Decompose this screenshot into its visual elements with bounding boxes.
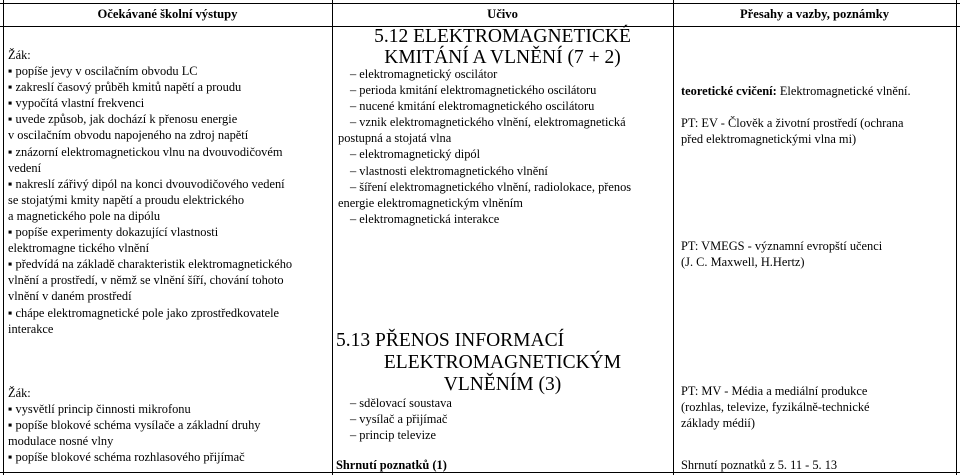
table-border-right	[956, 0, 957, 475]
list-item: – elektromagnetický dipól	[338, 146, 631, 162]
list-item-continued: postupná a stojatá vlna	[338, 131, 452, 146]
note-pt-mv	[681, 383, 870, 431]
section-title-5-13: 5.13 PŘENOS INFORMACÍ	[336, 330, 565, 351]
student-label: Žák:	[8, 48, 31, 62]
notes-summary: Shrnutí poznatků z 5. 11 - 5. 13	[681, 458, 838, 472]
list-item-continued: elektromagne tického vlnění	[8, 241, 150, 256]
curriculum-list-5-12	[338, 66, 631, 227]
list-item: ▪ nakreslí zářivý dipól na konci dvouvodičového vedení	[8, 176, 292, 192]
list-item-continued: interakce	[8, 321, 54, 336]
section-title-5-12: 5.12 ELEKTROMAGNETICKÉ	[374, 26, 631, 47]
curriculum-summary: Shrnutí poznatků (1)	[336, 458, 447, 472]
list-item: – perioda kmitání elektromagnetického oscilátoru	[338, 82, 631, 98]
note-pt-vmegs	[681, 238, 882, 270]
table-border-left	[3, 0, 4, 475]
list-item: ▪ předvídá na základě charakteristik elektromagnetického	[8, 256, 292, 272]
note-text: Elektromagnetické vlnění.	[776, 84, 911, 98]
list-item: ▪ uvede způsob, jak dochází k přenosu energie	[8, 111, 292, 127]
note-line: před elektromagnetickými vlna mi)	[681, 132, 857, 147]
list-item-continued: modulace nosné vlny	[8, 434, 114, 449]
column-divider-1	[332, 0, 333, 475]
list-item: ▪ popíše blokové schéma rozhlasového přijímač	[8, 449, 292, 465]
note-line: PT: EV - Člověk a životní prostředí (ochrana	[681, 116, 904, 130]
list-item: – šíření elektromagnetického vlnění, radiolokace, přenos	[338, 179, 631, 195]
list-item: – sdělovací soustava	[338, 395, 452, 411]
header-curriculum: Učivo	[487, 7, 518, 21]
section-title-5-13-line2: ELEKTROMAGNETICKÝM	[383, 352, 622, 373]
note-theoretical-exercise	[681, 83, 911, 99]
list-item: – vysílač a přijímač	[338, 411, 452, 427]
list-item: ▪ popíše experimenty dokazující vlastnosti	[8, 224, 292, 240]
list-item: – elektromagnetický oscilátor	[338, 66, 631, 82]
list-item: – vlastnosti elektromagnetického vlnění	[338, 163, 631, 179]
list-item: – vznik elektromagnetického vlnění, elektromagnetická	[338, 114, 631, 130]
note-line: PT: MV - Média a mediální produkce	[681, 384, 868, 398]
header-expected-outcomes: Očekávané školní výstupy	[97, 7, 238, 21]
list-item-continued: se stojatými kmity napětí a proudu elektrického	[8, 192, 245, 207]
note-line: (rozhlas, televize, fyzikálně-technické	[681, 400, 870, 415]
list-item: – elektromagnetická interakce	[338, 211, 631, 227]
list-item-continued: a magnetického pole na dipólu	[8, 208, 161, 223]
header-links-notes: Přesahy a vazby, poznámky	[739, 7, 890, 21]
list-item-continued: vedení	[8, 160, 42, 175]
list-item: ▪ vysvětlí princip činnosti mikrofonu	[8, 401, 292, 417]
note-line: (J. C. Maxwell, H.Hertz)	[681, 255, 805, 270]
list-item-continued: vlnění v daném prostředí	[8, 289, 132, 304]
table-border-top	[0, 3, 960, 4]
section-title-5-12-line2: KMITÁNÍ A VLNĚNÍ (7 + 2)	[384, 47, 621, 68]
outcomes-column	[8, 47, 292, 465]
column-divider-2	[673, 0, 674, 475]
curriculum-list-5-13	[338, 395, 452, 443]
note-line: základy médií)	[681, 416, 755, 431]
note-label: teoretické cvičení:	[681, 84, 777, 98]
list-item-continued: v oscilačním obvodu napojeného na zdroj napětí	[8, 128, 249, 143]
student-label: Žák:	[8, 385, 31, 400]
list-item: – nucené kmitání elektromagnetického oscilátoru	[338, 98, 631, 114]
list-item-continued: vlnění a prostředí, v němž se vlnění šíří, chování tohoto	[8, 273, 284, 288]
list-item: ▪ popíše jevy v oscilačním obvodu LC	[8, 63, 292, 79]
list-item: ▪ vypočítá vlastní frekvenci	[8, 95, 292, 111]
list-item: ▪ popíše blokové schéma vysílače a základní druhy	[8, 417, 292, 433]
list-item-continued: energie elektromagnetickým vlněním	[338, 195, 523, 210]
list-item: ▪ zakreslí časový průběh kmitů napětí a proudu	[8, 79, 292, 95]
section-title-5-13-line3: VLNĚNÍM (3)	[443, 374, 562, 395]
list-item: ▪ znázorní elektromagnetickou vlnu na dvouvodičovém	[8, 144, 292, 160]
note-line: PT: VMEGS - významní evropští učenci	[681, 239, 883, 253]
list-item: ▪ chápe elektromagnetické pole jako zprostředkovatele	[8, 305, 292, 321]
list-item: – princip televize	[338, 427, 452, 443]
note-pt-ev	[681, 115, 903, 147]
